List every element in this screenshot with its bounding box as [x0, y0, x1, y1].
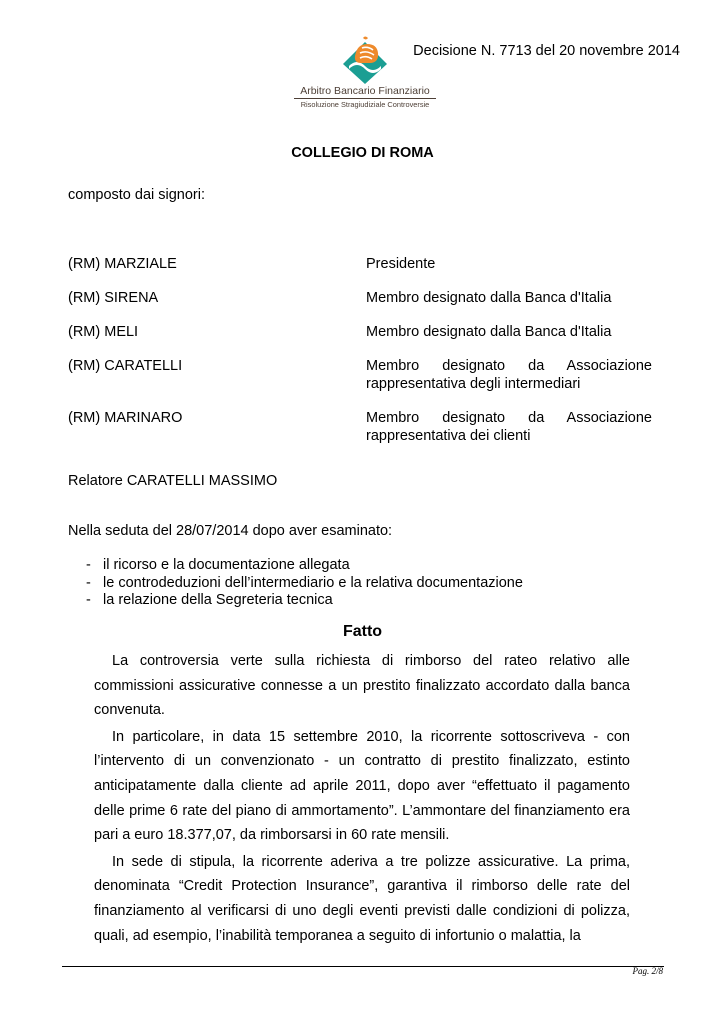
member-role: Membro designato dalla Banca d'Italia: [366, 290, 612, 306]
member-row: [68, 255, 652, 273]
seduta-line: Nella seduta del 28/07/2014 dopo aver esaminato:: [68, 523, 393, 539]
list-item: - il ricorso e la documentazione allegata: [86, 557, 523, 575]
section-heading-fatto: Fatto: [342, 623, 383, 640]
decision-number: Decisione N. 7713 del 20 novembre 2014: [413, 43, 680, 59]
list-item: - la relazione della Segreteria tecnica: [86, 592, 523, 610]
logo-divider: [294, 98, 436, 99]
logo-name: Arbitro Bancario Finanziario: [300, 85, 430, 97]
member-role: Membro designato dalla Banca d'Italia: [366, 324, 612, 340]
list-item: - le controdeduzioni dell’intermediario e la relativa documentazione: [86, 575, 523, 593]
member-name: (RM) CARATELLI: [68, 358, 183, 374]
footer-divider: [62, 966, 664, 967]
member-row: [68, 289, 652, 307]
member-name: (RM) MARINARO: [68, 410, 183, 426]
member-role: Presidente: [366, 256, 436, 272]
relatore: Relatore CARATELLI MASSIMO: [68, 473, 278, 489]
composto-label: composto dai signori:: [68, 187, 206, 203]
paragraph: La controversia verte sulla richiesta di rimborso del rateo relativo alle commissioni assicurative connesse a un prestito finalizzato accordato dalla banca convenuta.: [94, 653, 630, 719]
member-row: [68, 357, 652, 393]
member-name: (RM) MARZIALE: [68, 256, 177, 272]
examined-list: [86, 557, 523, 610]
collegio-title: COLLEGIO DI ROMA: [291, 145, 434, 161]
member-row: [68, 323, 652, 341]
member-role: Membro designato da Associazione rappresentativa degli intermediari: [366, 358, 652, 392]
page-number: Pag. 2/8: [632, 966, 663, 976]
member-row: [68, 409, 652, 445]
fatto-body: [94, 649, 630, 950]
members-list: [68, 255, 652, 461]
abf-emblem-icon: [335, 36, 395, 84]
logo-subtitle: Risoluzione Stragiudiziale Controversie: [300, 100, 430, 109]
paragraph: In sede di stipula, la ricorrente aderiva a tre polizze assicurative. La prima, denominata “Credit Protection Insurance”, garantiva il rimborso delle rate del finanziamento al verificarsi di uno degli eventi previsti dalle condizioni di polizza, quali, ad esempio, l’inabilità temporanea a seguito di infortunio o malattia, la: [94, 853, 630, 944]
paragraph: In particolare, in data 15 settembre 2010, la ricorrente sottoscriveva - con l’intervento di un convenzionato - un contratto di prestito finalizzato, estinto anticipatamente dalla cliente ad aprile 2011, dopo aver “effettuato il pagamento delle prime 6 rate del piano di ammortamento”. L’ammontare del finanziamento era pari a euro 18.377,07, da rimborsarsi in 60 rate mensili.: [94, 728, 630, 844]
member-name: (RM) MELI: [68, 324, 139, 340]
member-role: Membro designato da Associazione rappresentativa dei clienti: [366, 410, 652, 444]
member-name: (RM) SIRENA: [68, 290, 159, 306]
